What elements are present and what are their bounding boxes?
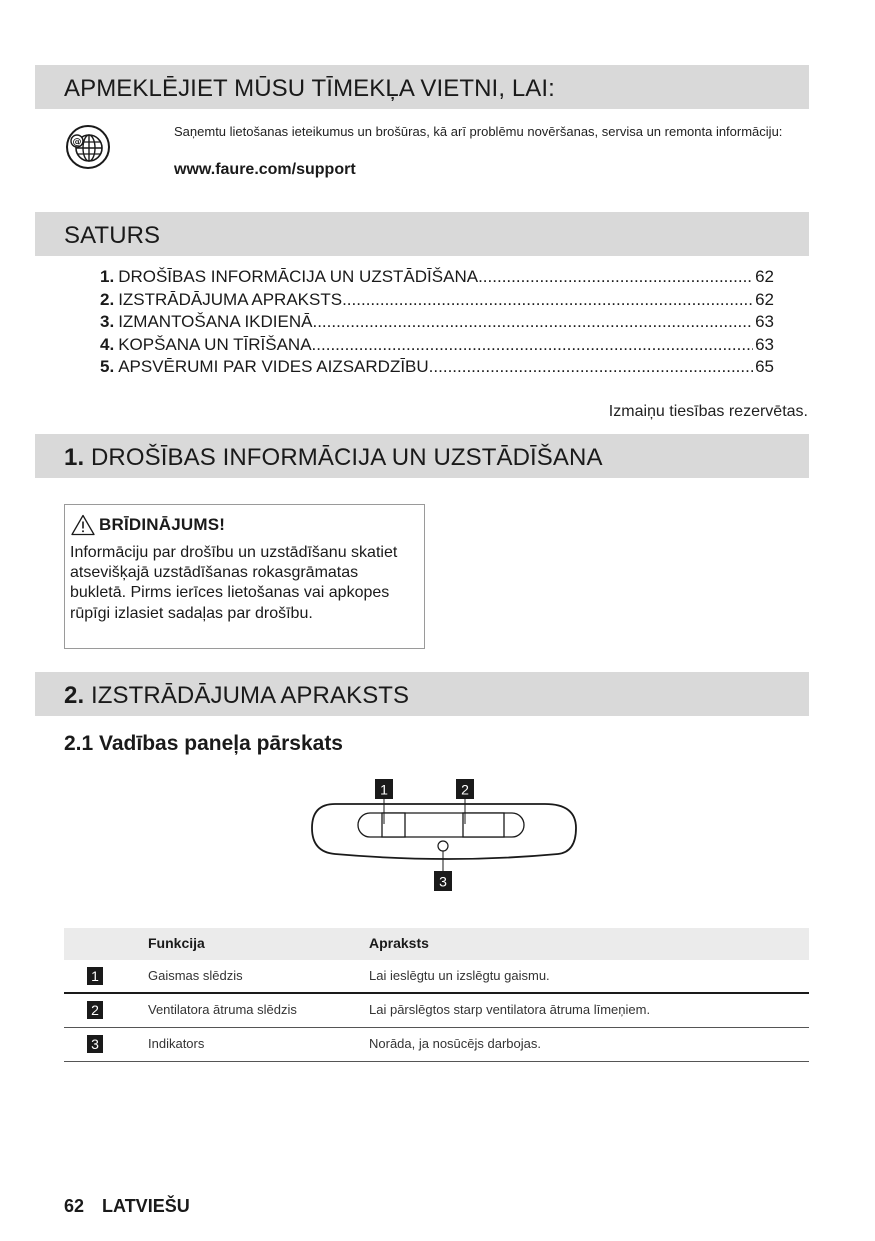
page-number: 62 [64, 1196, 85, 1216]
column-header-function: Funkcija [148, 935, 205, 951]
visit-heading: APMEKLĒJIET MŪSU TĪMEKĻA VIETNI, LAI: [64, 75, 555, 102]
warning-header [71, 514, 225, 536]
row-function: Indikators [148, 1036, 205, 1051]
table-row [64, 994, 809, 1028]
toc-entry-number: 5. [100, 357, 115, 377]
section1-heading-band [35, 434, 809, 478]
section1-heading [64, 445, 603, 471]
rights-reserved-note: Izmaiņu tiesības rezervētas. [608, 403, 808, 420]
toc-entry-label: IZMANTOŠANA IKDIENĀ [118, 312, 313, 332]
row-description: Lai ieslēgtu un izslēgtu gaismu. [369, 968, 550, 983]
warning-title: BRĪDINĀJUMS! [99, 515, 226, 534]
function-table [64, 928, 809, 1062]
function-table-header [64, 928, 809, 960]
row-function: Ventilatora ātruma slēdzis [148, 1002, 297, 1017]
row-number-badge: 2 [87, 1001, 103, 1019]
page-footer [64, 1196, 190, 1217]
toc-entry-number: 2. [100, 289, 115, 309]
row-description: Norāda, ja nosūcējs darbojas. [369, 1036, 541, 1051]
section2-heading [64, 683, 409, 709]
support-url-link[interactable]: www.faure.com/support [174, 161, 356, 178]
toc-entry[interactable] [100, 266, 774, 289]
toc-entry[interactable] [100, 311, 774, 334]
row-number-badge: 3 [87, 1035, 103, 1053]
row-function: Gaismas slēdzis [148, 968, 243, 983]
toc-leader-dots [478, 266, 753, 288]
toc-entry-label: APSVĒRUMI PAR VIDES AIZSARDZĪBU [118, 357, 429, 377]
section1-title: DROŠĪBAS INFORMĀCIJA UN UZSTĀDĪŠANA [91, 444, 603, 471]
table-row [64, 960, 809, 994]
control-panel-subheading: 2.1 Vadības paneļa pārskats [64, 732, 343, 755]
table-row [64, 1028, 809, 1062]
row-description: Lai pārslēgtos starp ventilatora ātruma līmeņiem. [369, 1002, 651, 1017]
website-globe-icon [64, 123, 112, 171]
toc-entry-page: 65 [755, 357, 774, 377]
toc-entry-label: IZSTRĀDĀJUMA APRAKSTS [118, 289, 343, 309]
warning-box [64, 504, 425, 649]
toc-entry-page: 63 [755, 334, 774, 354]
toc-entry-page: 62 [755, 289, 774, 309]
section2-title: IZSTRĀDĀJUMA APRAKSTS [91, 682, 410, 709]
section2-number: 2. [64, 682, 85, 709]
toc-leader-dots [312, 334, 754, 356]
toc-entry[interactable] [100, 289, 774, 312]
column-header-description: Apraksts [369, 935, 429, 951]
contents-heading-band [35, 212, 809, 256]
row-number-badge: 1 [87, 967, 103, 985]
toc-entry[interactable] [100, 356, 774, 379]
toc-entry-label: KOPŠANA UN TĪRĪŠANA [118, 334, 312, 354]
toc-entry-number: 4. [100, 334, 115, 354]
toc-entry-number: 1. [100, 267, 115, 286]
toc-entry-page: 63 [755, 312, 774, 332]
toc-entry[interactable] [100, 334, 774, 357]
svg-text:@: @ [72, 137, 82, 148]
section1-number: 1. [64, 444, 85, 471]
warning-text: Informāciju par drošību un uzstādīšanu skatiet atsevišķajā uzstādīšanas rokasgrāmatas bukletā. Pirms ierīces lietošanas vai apkopes rūpīgi izlasiet sadaļas par drošību. [70, 544, 398, 622]
toc-entry-number: 3. [100, 312, 115, 332]
fan-speed-switch-knob [463, 813, 504, 837]
toc-leader-dots [342, 289, 753, 311]
callout-label-3: 3 [439, 873, 447, 890]
toc-leader-dots [429, 356, 753, 378]
control-panel-diagram [300, 776, 590, 896]
contents-heading: SATURS [64, 222, 161, 249]
visit-heading-band [35, 65, 809, 109]
light-switch-knob [382, 813, 405, 837]
callout-label-1: 1 [380, 781, 388, 798]
visit-description: Saņemtu lietošanas ieteikumus un brošūras, kā arī problēmu novēršanas, servisa un remonta informāciju: [174, 124, 783, 139]
toc-entry-label: DROŠĪBAS INFORMĀCIJA UN UZSTĀDĪŠANA [118, 267, 479, 286]
section2-heading-band [35, 672, 809, 716]
footer-language: LATVIEŠU [102, 1196, 190, 1216]
toc-leader-dots [312, 311, 753, 333]
callout-label-2: 2 [461, 781, 469, 798]
indicator-light [438, 841, 448, 851]
warning-triangle-icon [71, 514, 95, 536]
toc-entry-page: 62 [755, 267, 774, 286]
table-of-contents [100, 266, 774, 379]
